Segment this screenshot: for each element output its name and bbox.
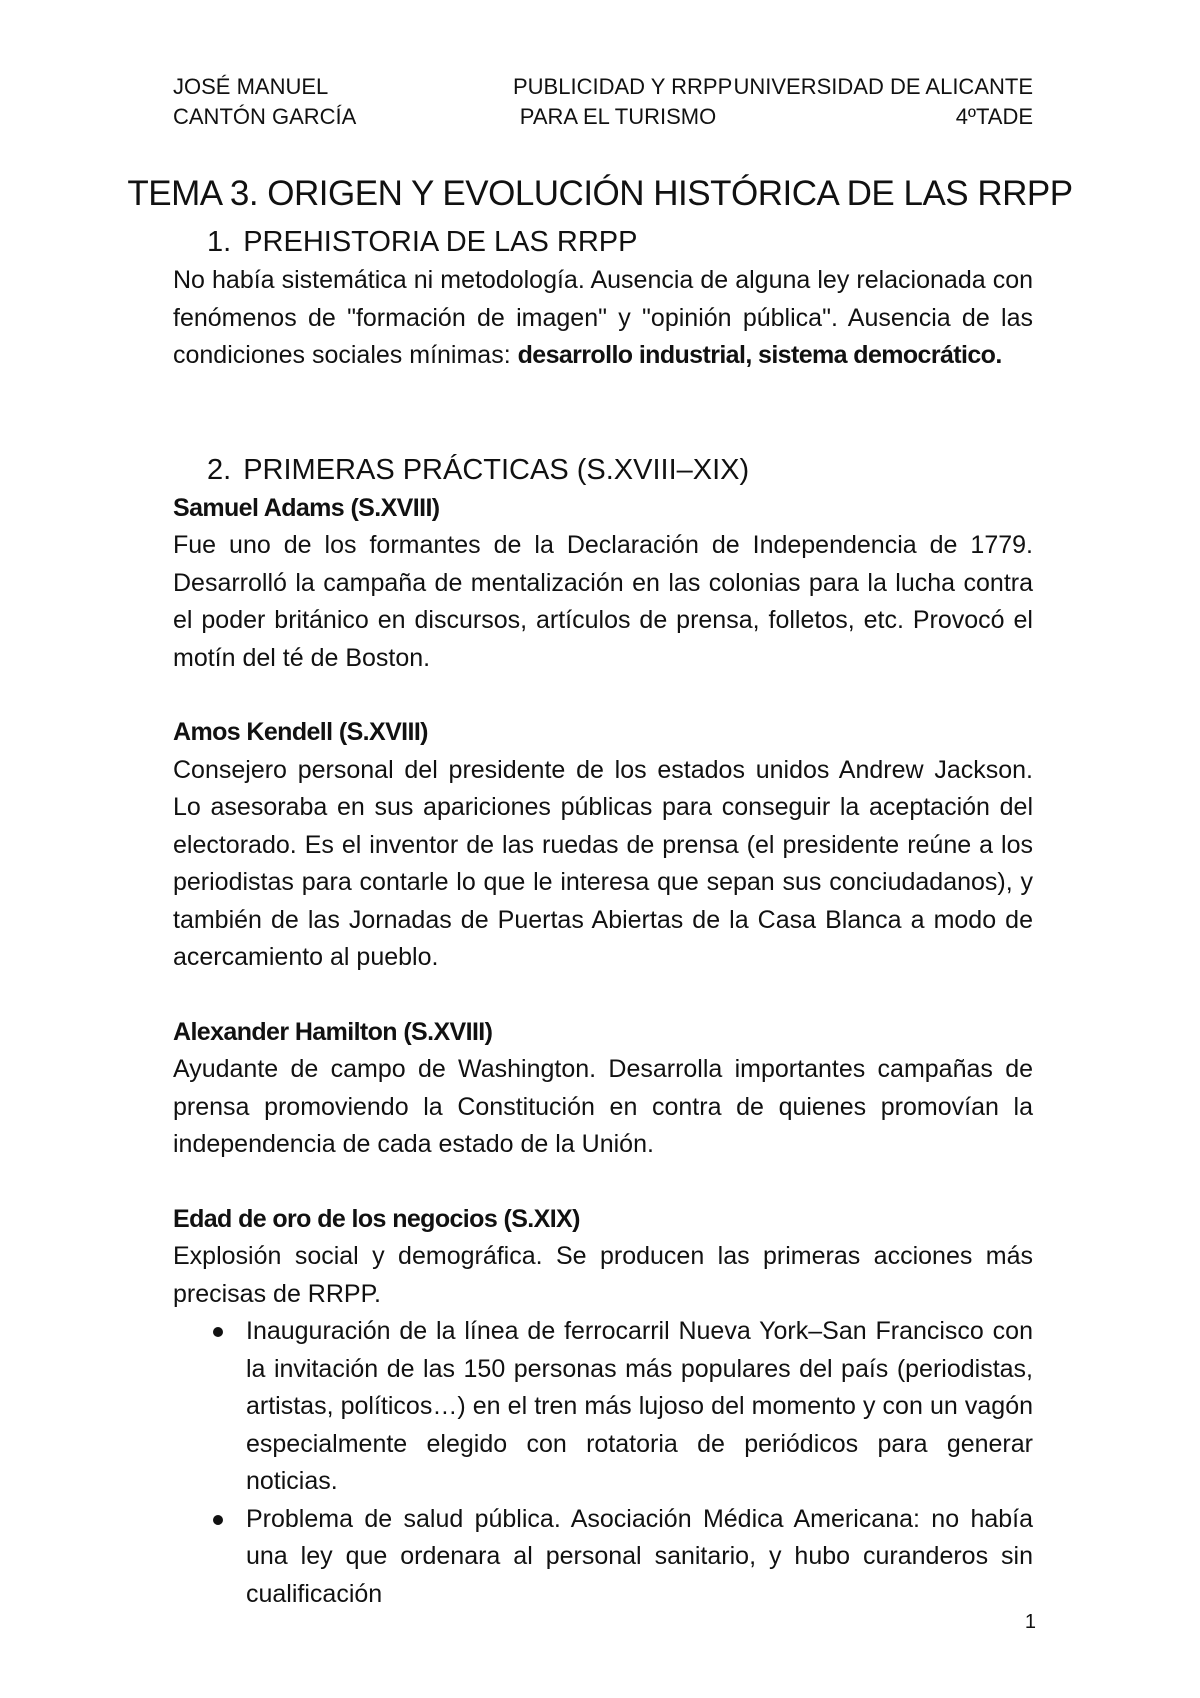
section-number: 1. [207,226,232,258]
section-heading-prehistoria [173,222,1033,262]
subheading-alexander-hamilton: Alexander Hamilton (S.XVIII) [173,1017,493,1046]
spacer [173,1164,1033,1201]
bullet-list [173,1313,1033,1613]
header-institution-line2: 4ºTADE [955,104,1033,129]
bullet-dot-icon [213,1515,223,1525]
header-author-line2: CANTÓN GARCÍA [173,104,357,129]
spacer [173,375,1033,450]
section-heading-primeras-practicas [173,450,1033,490]
list-item [173,1501,1033,1614]
header-course-line1: PUBLICIDAD Y RRPP [513,74,733,99]
paragraph-bold-text: desarrollo industrial, sistema democrático. [517,341,1002,369]
subheading-amos-kendell: Amos Kendell (S.XVIII) [173,718,428,746]
header-institution-line1: UNIVERSIDAD DE ALICANTE [733,74,1033,99]
spacer [173,977,1033,1014]
subheading-edad-de-oro: Edad de oro de los negocios (S.XIX) [173,1204,580,1233]
subheading-samuel-adams: Samuel Adams (S.XVIII) [173,493,440,522]
section-heading-text: PRIMERAS PRÁCTICAS (S.XVIII–XIX) [243,453,750,486]
paragraph-samuel-adams: Fue uno de los formantes de la Declaración de Independencia de 1779. Desarrolló la campaña de mentalización en las colonias para la lucha contra el poder británico en discursos, artículos de prensa, folletos, etc. Provocó el motín del té de Boston. [173,531,1033,672]
header-institution [733,72,1033,132]
bullet-dot-icon [213,1327,223,1337]
header-author [173,72,356,132]
section-number: 2. [207,453,232,486]
document-body [173,222,1033,1613]
header-author-line1: JOSÉ MANUEL [173,74,329,99]
paragraph-edad-de-oro: Explosión social y demográfica. Se producen las primeras acciones más precisas de RRPP. [173,1242,1033,1308]
page-header [173,72,1033,136]
prehistoria-paragraph [173,262,1033,375]
paragraph-alexander-hamilton: Ayudante de campo de Washington. Desarrolla importantes campañas de prensa promoviendo la Constitución en contra de quienes promovían la independencia de cada estado de la Unión. [173,1055,1033,1158]
paragraph-text: No había sistemática ni metodología. Ausencia de alguna ley relacionada con fenómenos de "formación de imagen" y "opinión pública". Ausencia de las condiciones sociales mínimas: [173,266,1033,369]
list-item [173,1313,1033,1501]
section-heading-text: PREHISTORIA DE LAS RRPP [243,226,638,258]
list-item-text: Inauguración de la línea de ferrocarril Nueva York–San Francisco con la invitación de las 150 personas más populares del país (periodistas, artistas, políticos…) en el tren más lujoso del momento y con un vagón especialmente elegido con rotatoria de periódicos para generar noticias. [246,1317,1033,1495]
list-item-text: Problema de salud pública. Asociación Médica Americana: no había una ley que ordenara al personal sanitario, y hubo curanderos sin cualificación [246,1504,1033,1608]
header-course-line2: PARA EL TURISMO [519,104,717,129]
paragraph-amos-kendell: Consejero personal del presidente de los estados unidos Andrew Jackson. Lo asesoraba en sus apariciones públicas para conseguir la aceptación del electorado. Es el inventor de las ruedas de prensa (el presidente reúne a los periodistas para contarle lo que le interesa que sepan sus conciudadanos), y también de las Jornadas de Puertas Abiertas de la Casa Blanca a modo de acercamiento al pueblo. [173,755,1033,971]
header-course [513,72,733,132]
page-number: 1 [1024,1611,1036,1633]
document-title: TEMA 3. ORIGEN Y EVOLUCIÓN HISTÓRICA DE LAS RRPP [127,174,1073,213]
spacer [173,677,1033,714]
